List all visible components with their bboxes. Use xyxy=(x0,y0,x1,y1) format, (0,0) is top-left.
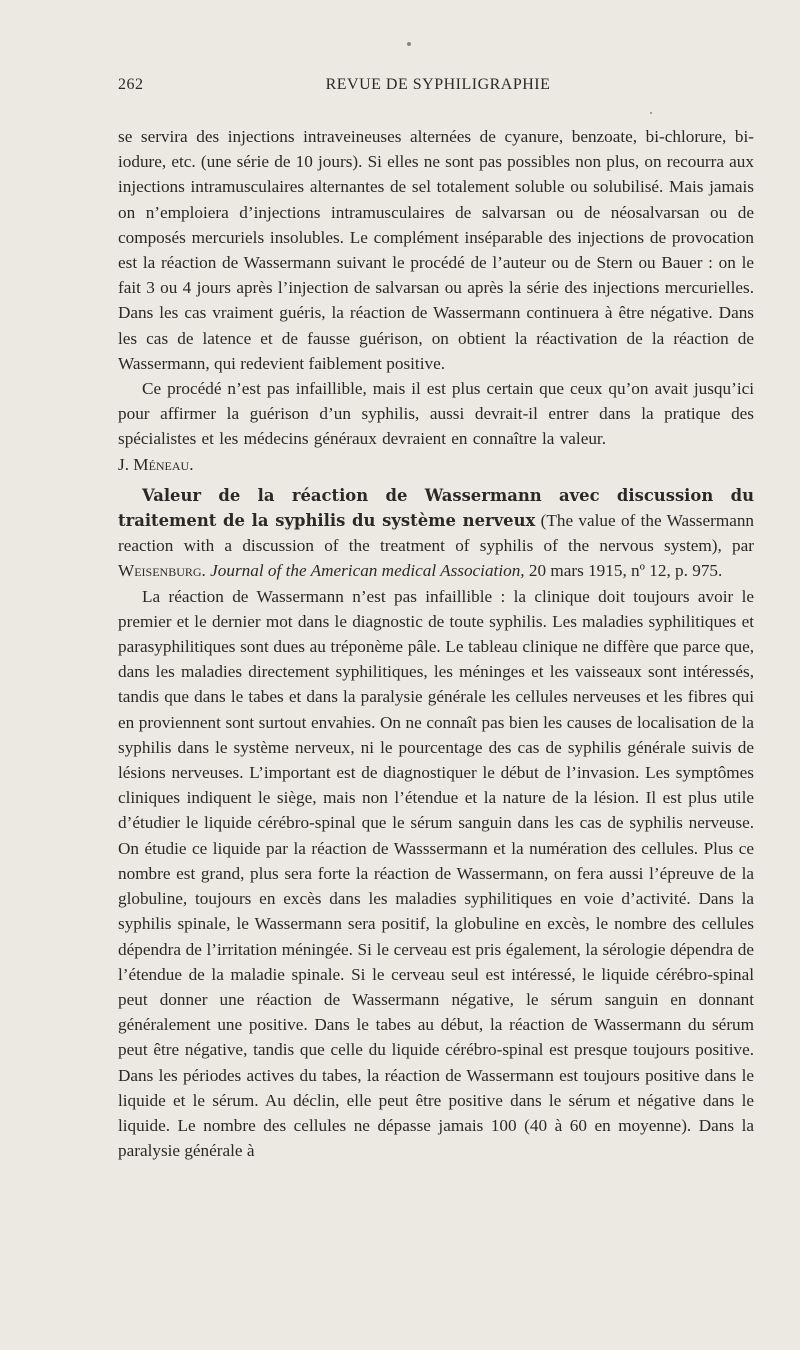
journal-name: Journal of the American medical Association, xyxy=(210,561,525,581)
paragraph-continuation: se servira des injections intraveineuses alternées de cyanure, benzoate, bi-chlorure, bi-iodure, etc. (une série de 10 jours). Si elles ne sont pas possibles non plus, on recourra aux injections intramusculaires alternantes de sel totalement soluble ou solubilisé. Mais jamais on n’emploiera d’injections intramusculaires de salvarsan ou de néosalvarsan ou de composés mercuriels insolubles. Le complément inséparable des injections de provocation est la réaction de Wassermann suivant le procédé de l’auteur ou de Stern ou Bauer : on le fait 3 ou 4 jours après l’injection de salvarsan ou après la série des injections mercurielles. Dans les cas vraiment guéris, la réaction de Wassermann continuera à être négative. Dans les cas de latence et de fausse guérison, on obtient la réactivation de la réaction de Wassermann, qui redevient faiblement positive. xyxy=(118,127,754,373)
conclusion-text: Ce procédé n’est pas infaillible, mais il est plus certain que ceux qu’on avait jusqu’ici pour affirmer la guérison d’un syphilis, aussi devrait-il entrer dans la pratique des spécialistes et les médecins généraux devraient en connaître la valeur. xyxy=(118,379,754,449)
page-number: 262 xyxy=(118,76,144,93)
running-header xyxy=(118,76,758,100)
paragraph-conclusion xyxy=(118,376,754,477)
article-title: Valeur de la réaction de Wassermann avec discussion du traitement de la syphilis du système nerveux xyxy=(118,485,754,531)
print-speck xyxy=(650,112,652,114)
article-subtitle: (The value of the Wassermann reaction with a discussion of the treatment of syphilis of the nervous system), par xyxy=(118,511,755,556)
paragraph-review: La réaction de Wassermann n’est pas infaillible : la clinique doit toujours avoir le premier et le dernier mot dans le diagnostic de toute syphilis. Les maladies syphilitiques et parasyphilitiques sont dues au tréponème pâle. Le tableau clinique ne diffère que parce que, dans les maladies directement syphilitiques, les méninges et les vaisseaux sont intéressés, tandis que dans le tabes et dans la paralysie générale les cellules nerveuses et les fibres qui en proviennent sont surtout envahies. On ne connaît pas bien les causes de localisation de la syphilis dans le système nerveux, ni le pourcentage des cas de syphilis générale suivis de lésions nerveuses. L’important est de diagnostiquer le début de l’invasion. Les symptômes cliniques indiquent le siège, mais non l’étendue et la nature de la lésion. Il est plus utile d’étudier le liquide cérébro-spinal que le sérum sanguin dans les cas de syphilis nerveuse. On étudie ce liquide par la réaction de Wasssermann et la numération des cellules. Plus ce nombre est grand, plus sera forte la réaction de Wassermann, on fera aussi l’épreuve de la globuline, toujours en excès dans les maladies syphilitiques en voie d’activité. Dans la syphilis spinale, le Wassermann sera positif, la globuline en excès, le nombre des cellules dépendra de l’irritation méningée. Si le cerveau est pris également, la sérologie dépendra de l’étendue de la maladie spinale. Si le cerveau seul est intéressé, le liquide cérébro-spinal peut donner une réaction de Wassermann négative, le sérum sanguin en donnant généralement une positive. Dans le tabes au début, la réaction de Wassermann du sérum peut être négative, tandis que celle du liquide cérébro-spinal est presque toujours positive. Dans les périodes actives du tabes, la réaction de Wassermann est toujours positive dans le liquide et le sérum. Au déclin, elle peut être positive dans le sérum et négative dans le liquide. Le nombre des cellules ne dépasse jamais 100 (40 à 60 en moyenne). Dans la paralysie générale à xyxy=(118,586,754,1161)
page-body xyxy=(118,124,754,1163)
article-heading xyxy=(118,483,754,584)
print-speck xyxy=(407,42,411,46)
running-title: REVUE DE SYPHILIGRAPHIE xyxy=(325,76,551,93)
author-signature: J. Méneau. xyxy=(118,454,194,474)
article-citation: 20 mars 1915, nº 12, p. 975. xyxy=(528,561,723,581)
article-author: Weisenburg. xyxy=(118,561,206,581)
